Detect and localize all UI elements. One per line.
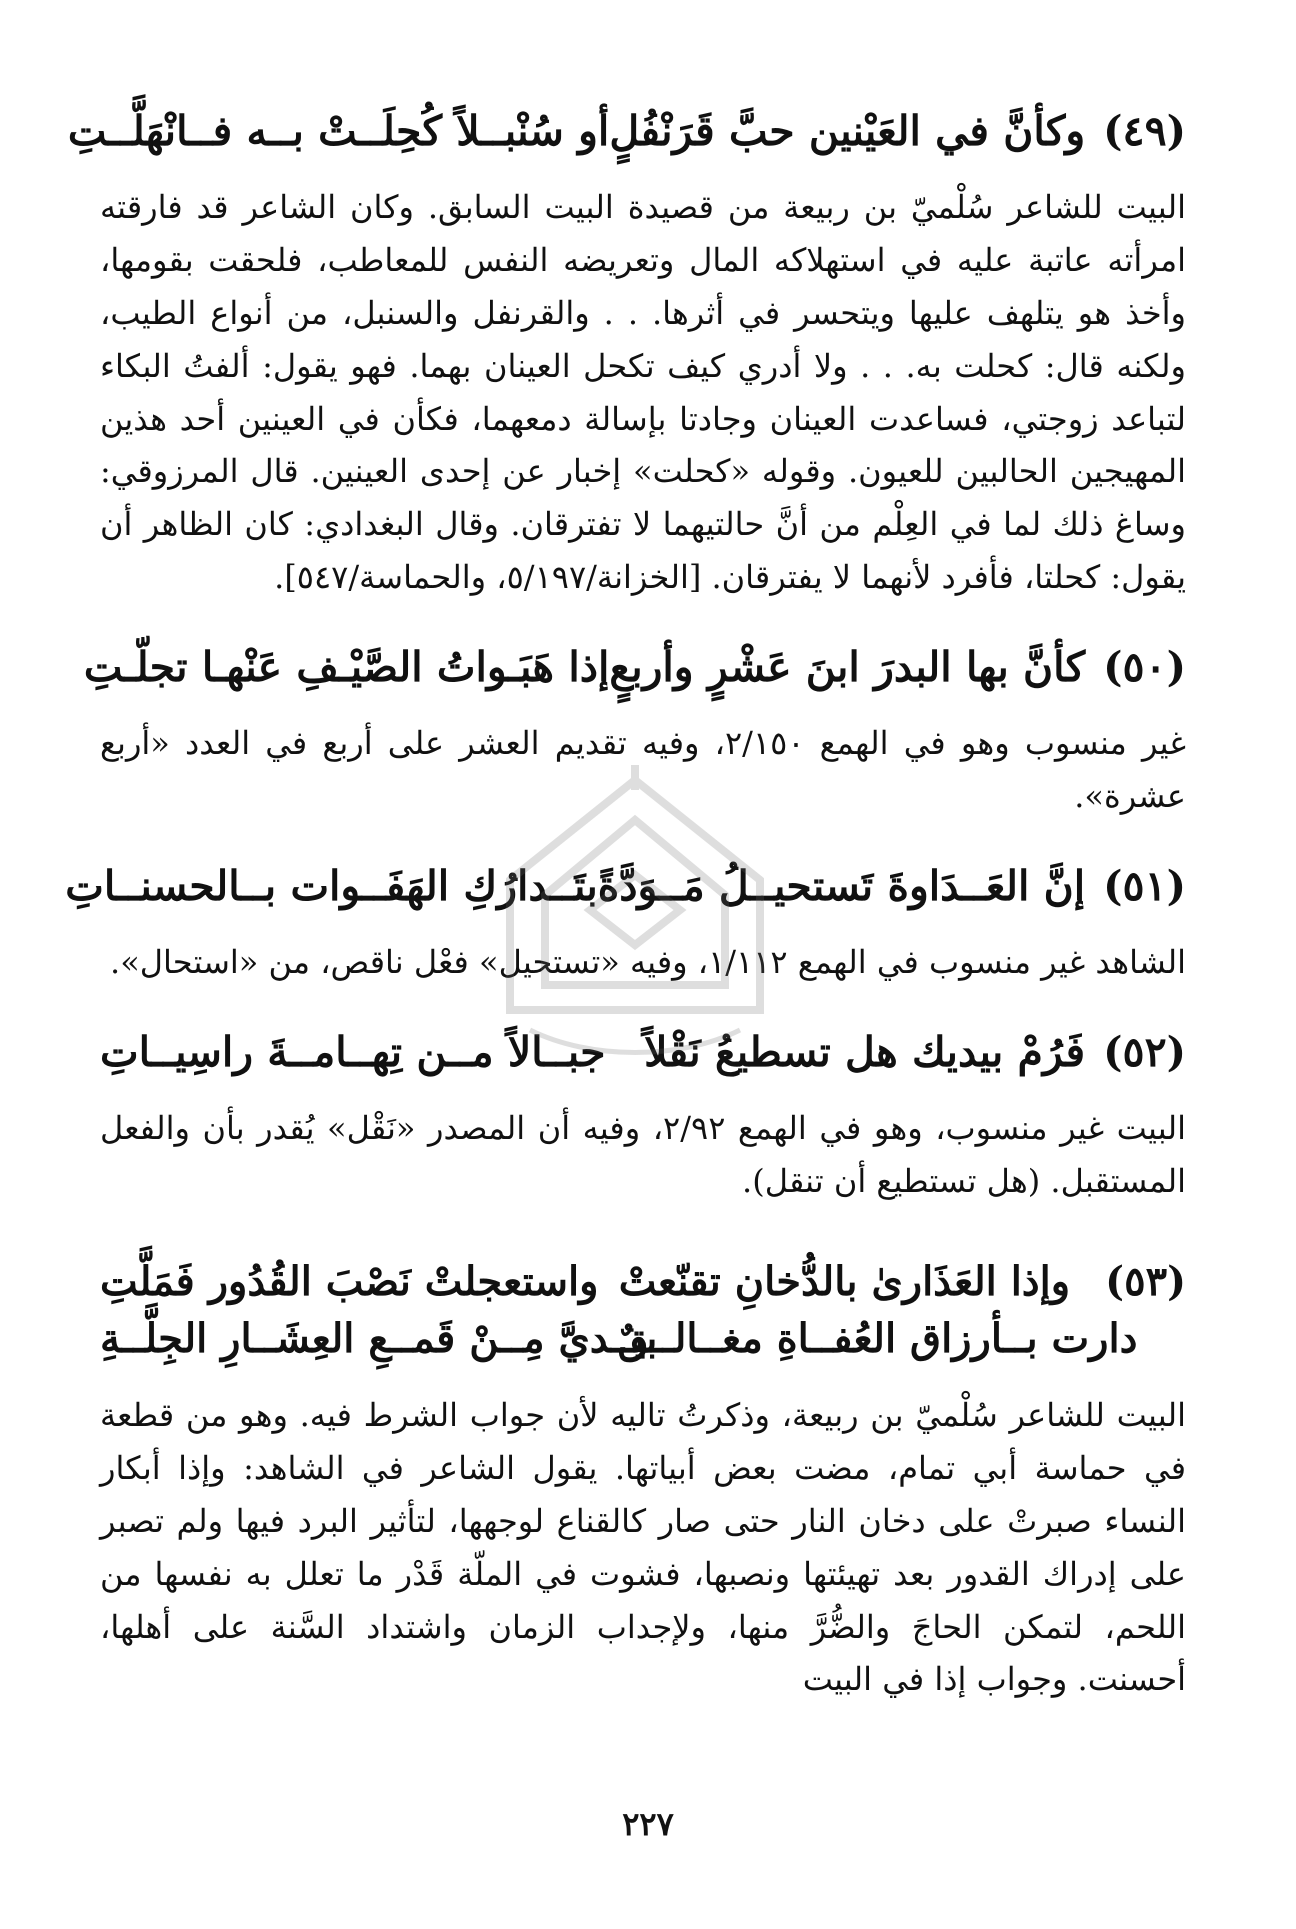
verse-number: (٥١) [1103, 861, 1186, 910]
verse-hemistich-first: دارت بــأرزاق العُفــاةِ مغــالــقٌ [617, 1314, 1138, 1362]
verse-50 [83, 640, 1186, 695]
verse-49 [67, 104, 1186, 159]
verse-number: (٥٣) [1105, 1257, 1186, 1305]
verse-hemistich-first: فَرُمْ بيديك هل تسطيعُ نَقْلاً [644, 1027, 1086, 1076]
verse-number: (٤٩) [1103, 107, 1186, 155]
verse-hemistich-first: إنَّ العَــدَاوةَ تَستحيــلُ مَــوَدَّةً [597, 861, 1086, 910]
verse-53 [100, 1254, 1186, 1368]
commentary-paragraph-49: البيت للشاعر سُلْميّ بن ربيعة من قصيدة البيت السابق. وكان الشاعر قد فارقته امرأته عاتبة عليه في استهلاكه المال وتعريضه النفس للمعاطب، فلحقت بقومها، وأخذ هو يتلهف عليها ويتحسر في أثرها. . . والقرنفل والسنبل، من أنواع الطيب، ولكنه قال: كحلت به. . . ولا أدري كيف تكحل العينان بهما. فهو يقول: ألفتُ البكاء لتباعد زوجتي، فساعدت العينان وجادتا بإسالة دمعهما، فكأن في العينين أحد هذين المهيجين الحالبين للعيون. وقوله «كحلت» إخبار عن إحدى العينين. قال المرزوقي: وساغ ذلك لما في العِلْم من أنَّ حالتيهما لا تفترقان. وقال البغدادي: كان الظاهر أن يقول: كحلتا، فأفرد لأنهما لا يفترقان. [الخزانة/٥/١٩٧، والحماسة/٥٤٧]. [100, 188, 1187, 596]
verse-number: (٥٠) [1103, 642, 1186, 691]
verse-hemistich-first: وكأنَّ في العَيْنين حبَّ قَرَنْفُلٍ [609, 107, 1086, 155]
commentary-paragraph-50: غير منسوب وهو في الهمع ٢/١٥٠، وفيه تقديم العشر على أربع في العدد «أربع عشرة». [100, 724, 1187, 815]
verse-hemistich-second: بتَــدارُكِ الهَفَــوات بــالحسنــاتِ [65, 861, 598, 910]
page-number: ٢٢٧ [622, 1805, 674, 1843]
verse-hemistich-first: وإذا العَذَارىٰ بالدُّخانِ تقنّعتْ [618, 1257, 1071, 1305]
verse-line [100, 1254, 1186, 1311]
verse-number: (٥٢) [1103, 1027, 1186, 1076]
verse-hemistich-second: إذا هَبَـواتُ الصَّيْـفِ عَنْهـا تجلّـتِ [83, 642, 610, 691]
verse-hemistich-second: بيــديَّ مِــنْ قَمــعِ العِشَــارِ الجِلَّــةِ [100, 1314, 658, 1362]
verse-hemistich-first: كأنَّ بها البدرَ ابنَ عَشْرٍ وأربعٍ [609, 642, 1086, 691]
commentary-paragraph-51: الشاهد غير منسوب في الهمع ١/١١٢، وفيه «تستحيل» فعْل ناقص، من «استحال». [110, 943, 1186, 981]
commentary-paragraph-53: البيت للشاعر سُلْميّ بن ربيعة، وذكرتُ تاليه لأن جواب الشرط فيه. وهو من قطعة في حماسة أبي تمام، مضت بعض أبياتها. يقول الشاعر في الشاهد: وإذا أبكار النساء صبرتْ على دخان النار حتى صار كالقناع لوجهها، لتأثير البرد فيها ولم تصبر على إدراك القدور بعد تهيئتها ونصبها، فشوت في الملّة قَدْر ما تعلل به نفسها من اللحم، لتمكن الحاجَ والضُّرَّ منها، ولإجداب الزمان واشتداد السَّنة على أهلها، أحسنت. وجواب إذا في البيت [100, 1396, 1187, 1699]
verse-51 [65, 859, 1186, 914]
verse-line [100, 1311, 1186, 1368]
verse-hemistich-second: جبــالاً مــن تِهــامــةَ راسِيــاتِ [100, 1027, 606, 1076]
verse-hemistich-second: واستعجلتْ نَصْبَ القُدُور فَمَلَّتِ [100, 1257, 599, 1305]
verse-hemistich-second: أو سُنْبــلاً كُحِلَــتْ بــه فــانْهَلَّــتِ [67, 107, 610, 155]
commentary-paragraph-52: البيت غير منسوب، وهو في الهمع ٢/٩٢، وفيه أن المصدر «نَقْل» يُقدر بأن والفعل المستقبل. (هل تستطيع أن تنقل). [100, 1109, 1187, 1200]
verse-52 [100, 1025, 1186, 1080]
